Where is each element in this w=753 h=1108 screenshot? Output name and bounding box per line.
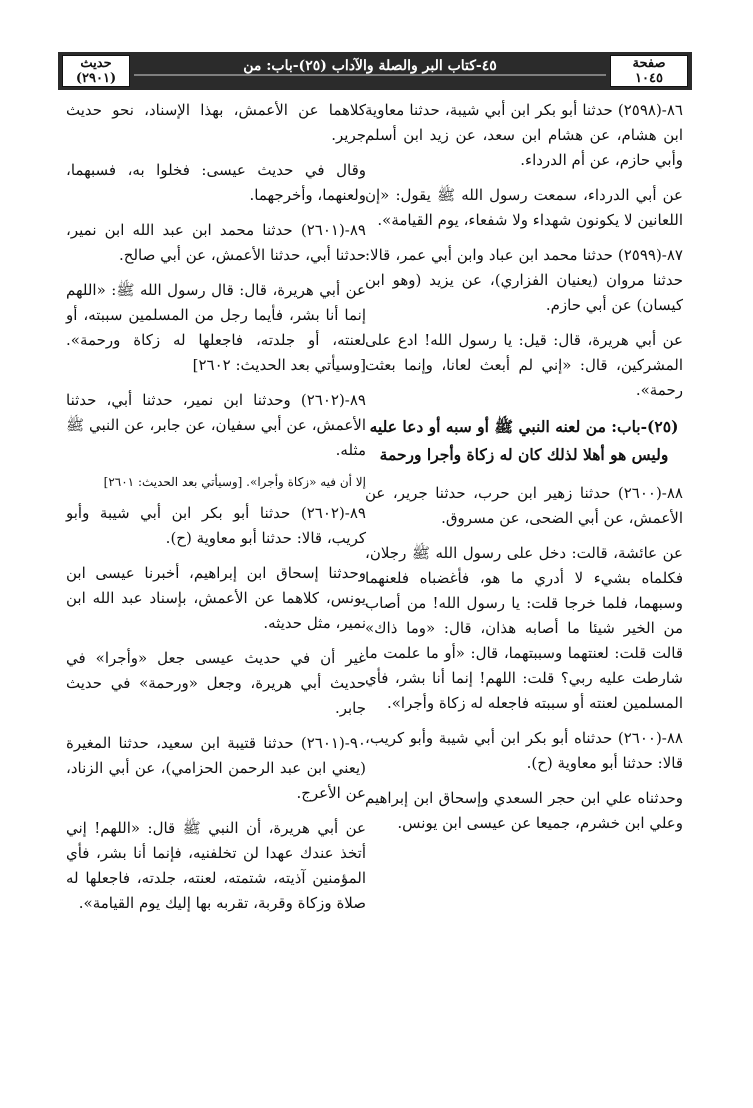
left-column — [66, 98, 366, 926]
note: إلا أن فيه «زكاة وأجرا». [وسيأتي بعد الحديث: ٢٦٠١] — [103, 475, 366, 489]
page-label: صفحة — [632, 56, 666, 71]
paragraph: غير أن في حديث عيسى جعل «وأجرا» في حديث أبي هريرة، وجعل «ورحمة» في حديث جابر. — [66, 649, 366, 717]
paragraph: وحدثناه علي ابن حجر السعدي وإسحاق ابن إبراهيم وعلي ابن خشرم، جميعا عن عيسى ابن يونس. — [365, 789, 683, 832]
page-header — [58, 52, 692, 90]
paragraph: ٨٧-(٢٥٩٩) حدثنا محمد ابن عباد وابن أبي عمر، قالا: حدثنا مروان (يعنيان الفزاري)، عن يزيد (وهو ابن كيسان) عن أبي حازم. — [365, 246, 683, 314]
paragraph: عن أبي هريرة، أن النبي ﷺ قال: «اللهم! إني أتخذ عندك عهدا لن تخلفنيه، فإنما أنا بشر، فأي المؤمنين آذيته، شتمته، لعنته، جلدته، فاجعلها له صلاة وزكاة وقربة، تقربه بها إليك يوم القيامة». — [66, 819, 366, 912]
paragraph: ٨٩-(٢٦٠٢) حدثنا أبو بكر ابن أبي شيبة وأبو كريب، قالا: حدثنا أبو معاوية (ح). — [66, 504, 366, 547]
right-column — [365, 98, 683, 846]
header-rule — [134, 74, 606, 76]
paragraph: وحدثنا إسحاق ابن إبراهيم، أخبرنا عيسى ابن يونس، كلاهما عن الأعمش، بإسناد عبد الله ابن نمير، مثل حديثه. — [66, 564, 366, 632]
hadith-label: حديث — [80, 56, 112, 71]
paragraph: ٨٩-(٢٦٠١) حدثنا محمد ابن عبد الله ابن نمير، حدثنا أبي، حدثنا الأعمش، عن أبي صالح. — [66, 221, 366, 264]
page-number: ١٠٤٥ — [635, 71, 663, 86]
paragraph: عن أبي هريرة، قال: قيل: يا رسول الله! ادع على المشركين، قال: «إني لم أبعث لعانا، وإنما بعثت رحمة». — [365, 331, 683, 399]
hadith-number: (٢٩٠١) — [75, 71, 117, 86]
paragraph: ٨٦-(٢٥٩٨) حدثنا أبو بكر ابن أبي شيبة، حدثنا معاوية ابن هشام، عن هشام ابن سعد، عن زيد ابن أسلم وأبي حازم، عن أم الدرداء. — [365, 101, 683, 169]
paragraph: كلاهما عن الأعمش، بهذا الإسناد، نحو حديث جرير. — [66, 101, 366, 144]
paragraph: وقال في حديث عيسى: فخلوا به، فسبهما، ولعنهما، وأخرجهما. — [66, 161, 366, 204]
paragraph: عن عائشة، قالت: دخل على رسول الله ﷺ رجلان، فكلماه بشيء لا أدري ما هو، فأغضباه فلعنهما وسبهما، فلما خرجا قلت: يا رسول الله! من أصاب من الخير شيئا ما أصابه هذان، قال: «وما ذاك» قالت قلت: لعنتهما وسببتهما، قال: «أو ما علمت ما شارطت عليه ربي؟ قلت: اللهم! إنما أنا بشر، فأي المسلمين لعنته أو سببته فاجعله له زكاة وأجرا». — [365, 544, 683, 712]
page-number-box — [610, 55, 688, 87]
paragraph: ٨٨-(٢٦٠٠) حدثنا زهير ابن حرب، حدثنا جرير، عن الأعمش، عن أبي الضحى، عن مسروق. — [365, 484, 683, 527]
paragraph: ٩٠-(٢٦٠١) حدثنا قتيبة ابن سعيد، حدثنا المغيرة (يعني ابن عبد الرحمن الحزامي)، عن أبي الزناد، عن الأعرج. — [66, 734, 366, 802]
paragraph: عن أبي هريرة، قال: قال رسول الله ﷺ: «اللهم إنما أنا بشر، فأيما رجل من المسلمين سببته، أو لعنته، أو جلدته، فاجعلها له زكاة ورحمة». [وسيأتي بعد الحديث: ٢٦٠٢] — [66, 281, 366, 374]
chapter-heading: (٢٥)-باب: من لعنه النبي ﷺ أو سبه أو دعا عليه وليس هو أهلا لذلك كان له زكاة وأجرا ورحمة — [369, 417, 679, 464]
paragraph: عن أبي الدرداء، سمعت رسول الله ﷺ يقول: «إن اللعانين لا يكونون شهداء ولا شفعاء، يوم القيامة». — [365, 186, 683, 229]
hadith-number-box — [62, 55, 130, 87]
paragraph: ٨٨-(٢٦٠٠) حدثناه أبو بكر ابن أبي شيبة وأبو كريب، قالا: حدثنا أبو معاوية (ح). — [365, 729, 683, 772]
paragraph: ٨٩-(٢٦٠٢) وحدثنا ابن نمير، حدثنا أبي، حدثنا الأعمش، عن أبي سفيان، عن جابر، عن النبي ﷺ مثله. — [66, 391, 366, 459]
book-title: ٤٥-كتاب البر والصلة والآداب (٢٥)-باب: من — [243, 58, 497, 74]
